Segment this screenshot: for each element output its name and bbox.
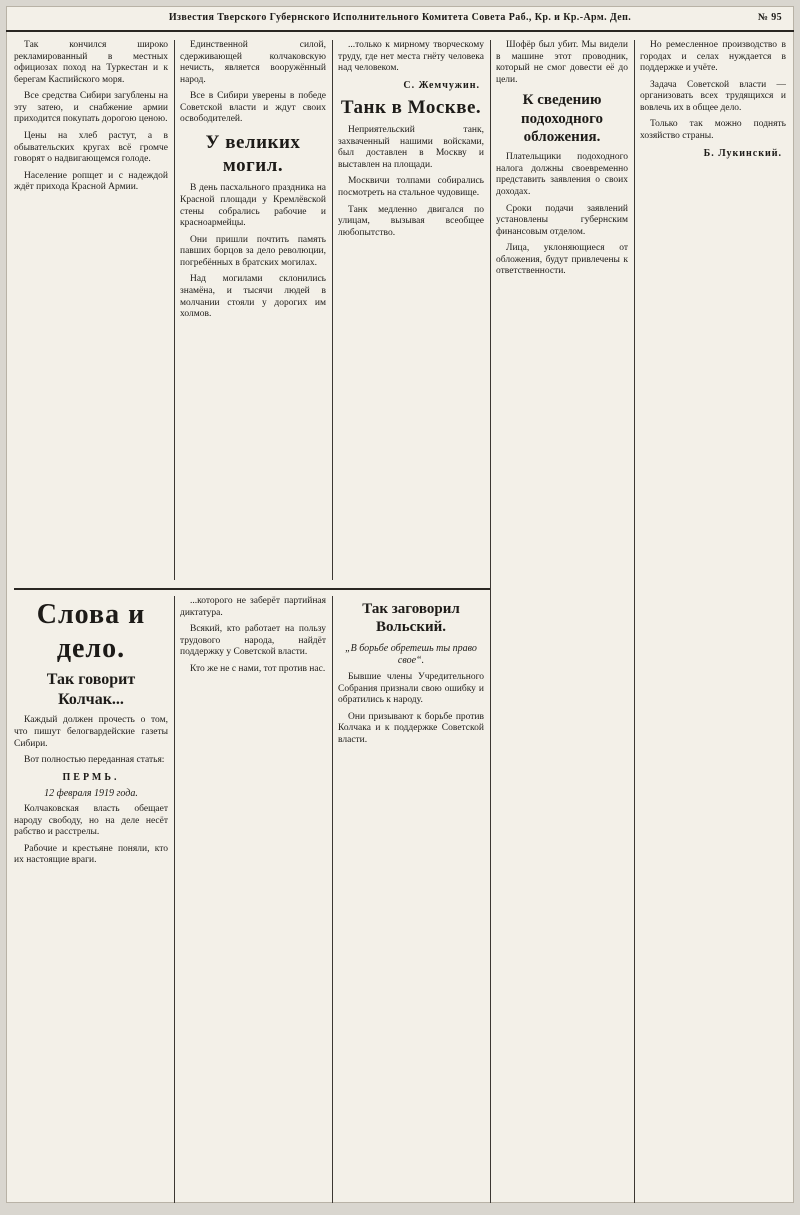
masthead-title: Известия Тверского Губернского Исполнительного Комитета Совета Раб., Кр. и Кр.-Арм. Деп.: [168, 11, 632, 23]
paragraph: В день пасхального праздника на Красной площади у Кремлёвской стены собрались рабочие и красноармейцы.: [180, 183, 326, 229]
paragraph: Так кончился широко рекламированный в местных официозах поход на Туркестан и к берегам Каспийского моря.: [14, 40, 168, 85]
article-grid: [14, 40, 786, 1195]
column-rule: [634, 40, 635, 1203]
masthead: [6, 6, 794, 32]
dateline-date: 12 февраля 1919 года.: [44, 787, 138, 799]
dateline-place: ПЕРМЬ.: [62, 771, 120, 783]
column-rule: [490, 40, 491, 1203]
paragraph: Кто же не с нами, тот против нас.: [190, 663, 326, 674]
paragraph: Шофёр был убит. Мы видели в машине этот проводник, который не смог довести её до цели.: [496, 40, 628, 85]
paragraph: Москвичи толпами собирались посмотреть на стальное чудовище.: [338, 176, 484, 198]
paragraph: Каждый должен прочесть о том, что пишут белогвардейские газеты Сибири.: [14, 715, 168, 749]
paragraph: Они пришли почтить память павших борцов за дело революции, погребённых в братских могилах.: [180, 234, 326, 268]
paragraph: Но ремесленное производство в городах и селах нуждается в поддержке и учёте.: [640, 40, 786, 74]
headline-kolchak-says: Так говорит Колчак...: [46, 671, 136, 708]
newspaper-page: [6, 6, 794, 1203]
column-4: [496, 40, 628, 1203]
paragraph: Они призывают к борьбе против Колчака и к поддержке Советской власти.: [338, 711, 484, 745]
issue-number: № 95: [757, 11, 782, 23]
epigraph: „В борьбе обретешь ты право свое“.: [345, 642, 477, 666]
paragraph: Задача Советской власти — организовать всех трудящихся и вовлечь их в общее дело.: [640, 79, 786, 113]
column-bottom-1: [14, 596, 168, 1203]
paragraph: Плательщики подоходного налога должны своевременно представить заявления о своих доходах.: [496, 152, 628, 197]
paragraph: Неприятельский танк, захваченный нашими войсками, был доставлен в Москву и выставлен на площади.: [338, 125, 484, 170]
paragraph: Цены на хлеб растут, а в обывательских кругах всё громче говорят о надвигающемся голоде.: [14, 131, 168, 165]
paragraph: Вот полностью переданная статья:: [24, 755, 165, 766]
headline-income-tax-notice: К сведению подоходного обложения.: [520, 92, 604, 145]
column-rule: [174, 596, 175, 1203]
signature: Б. Лукинский.: [703, 147, 782, 159]
section-rule: [14, 588, 490, 590]
column-bottom-2: [180, 596, 326, 1203]
signature: С. Жемчужин.: [403, 79, 480, 91]
paragraph: Лица, уклоняющиеся от обложения, будут привлечены к ответственности.: [496, 243, 628, 277]
paragraph: Сроки подачи заявлений установлены губернским финансовым отделом.: [496, 203, 628, 237]
column-2: [180, 40, 326, 580]
paragraph: Все в Сибири уверены в победе Советской власти и ждут своих освободителей.: [180, 91, 326, 125]
headline-tank-in-moscow: Танк в Москве.: [340, 96, 482, 118]
column-5: [640, 40, 786, 1203]
paragraph: Над могилами склонились знамёна, и тысячи людей в молчании стояли у дорогих им холмов.: [180, 274, 326, 320]
headline-great-graves: У великих могил.: [205, 132, 301, 177]
column-rule: [332, 40, 333, 580]
paragraph: Население ропщет и с надеждой ждёт прихода Красной Армии.: [14, 170, 168, 193]
paragraph: Все средства Сибири загублены на эту затею, и снабжение армии приходится покупать дорогою ценою.: [14, 91, 168, 125]
column-rule: [174, 40, 175, 580]
paragraph: Только так можно поднять хозяйство страны.: [640, 119, 786, 142]
column-1: [14, 40, 168, 580]
paragraph: ...которого не заберёт партийная диктатура.: [180, 596, 326, 618]
paragraph: Танк медленно двигался по улицам, вызывая всеобщее любопытство.: [338, 204, 484, 238]
paragraph: Рабочие и крестьяне поняли, кто их настоящие враги.: [14, 843, 168, 866]
paragraph: Всякий, кто работает на пользу трудового народа, найдёт поддержку у Советской власти.: [180, 624, 326, 658]
paragraph: ...только к мирному творческому труду, где нет места гнёту человека над человеком.: [338, 40, 484, 74]
column-rule: [332, 596, 333, 1203]
banner-words-and-deeds: Слова и дело.: [36, 599, 146, 665]
column-3: [338, 40, 484, 580]
paragraph: Бывшие члены Учредительного Собрания признали свою ошибку и обратились к народу.: [338, 671, 484, 706]
paragraph: Колчаковская власть обещает народу свободу, но на деле несёт рабство и расстрелы.: [14, 804, 168, 838]
column-bottom-3: [338, 596, 484, 1203]
paragraph: Единственной силой, сдерживающей колчаковскую нечисть, является вооружённый народ.: [180, 40, 326, 85]
headline-volsky-spoke: Так заговорил Вольский.: [362, 601, 460, 636]
